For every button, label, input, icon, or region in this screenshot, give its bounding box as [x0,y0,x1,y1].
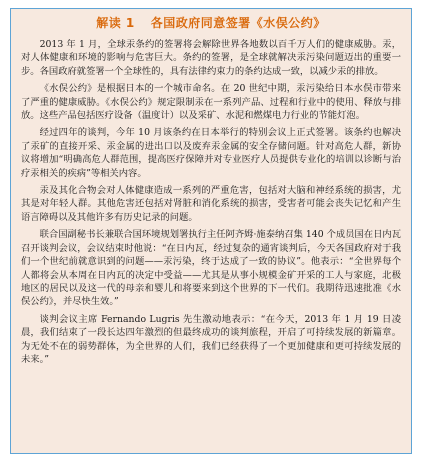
paragraph-6: 谈判会议主席 Fernando Lugris 先生激动地表示：“在今天，2013 年 1 月 19 日凌晨，我们结束了一段长达四年激烈的但最终成功的谈判旅程，开启了可持续发展的新篇章。为无处不在的弱势群体，为全世界的人们，我们已经获得了一个更加健康和更可持续发展的未来。” [21,313,401,365]
reading-heading: 各国政府同意签署《水俣公约》 [150,16,326,30]
paragraph-1: 2013 年 1 月，全球汞条约的签署将会解除世界各地数以百千万人们的健康威胁。汞，对人体健康和环境的影响与危害巨大。条约的签署，是全球就解决汞污染问题迈出的重要一步。各国政府就签署一个全球性的，具有法律约束力的条约达成一致，以减少汞的排放。 [21,39,401,77]
paragraph-5: 联合国副秘书长兼联合国环境规划署执行主任阿齐姆·施泰纳召集 140 个成员国在日内瓦召开谈判会议，会议结束时他说：“在日内瓦，经过复杂的通宵谈判后，今天各国政府对于我们一个世纪前就意识到的问题——汞污染，终于达成了一致的协议”。他表示：“全世界每个人都将会从本周在日内瓦的决定中受益——尤其是从事小规模金矿开采的工人与家庭，北极地区的居民以及这一代的母亲和婴儿和将要来到这个世界的下一代们。我期待迅速批准《水俣公约》，并尽快生效。” [21,229,401,308]
paragraph-2: 《水俣公约》是根据日本的一个城市命名。在 20 世纪中期，汞污染给日本水俣市带来了严重的健康威胁。《水俣公约》规定限制汞在一系列产品、过程和行业中的使用、释放与排放。这些产品包括医疗设备（温度计）以及采矿、水泥和燃煤电力行业的节能灯泡。 [21,83,401,122]
paragraph-4: 汞及其化合物会对人体健康造成一系列的严重危害，包括对大脑和神经系统的损害，尤其是对年轻人群。其他危害还包括对肾脏和消化系统的损害，受害者可能会丧失记忆和产生语言障碍以及其他许多有历史记录的问题。 [21,185,401,223]
reading-number: 解读 1 [96,16,135,30]
reading-title [21,14,401,31]
paragraph-3: 经过四年的谈判，今年 10 月该条约在日本举行的特别会议上正式签署。该条约也解决了汞矿的直接开采、汞金属的进出口以及废弃汞金属的安全存储问题。针对高危人群，新协议将增加“明确高危人群范围，提高医疗保障并对专业医疗人员提供专业化的培训以诊断与治疗汞相关的疾病”等相关内容。 [21,127,401,179]
reading-box [10,8,412,454]
